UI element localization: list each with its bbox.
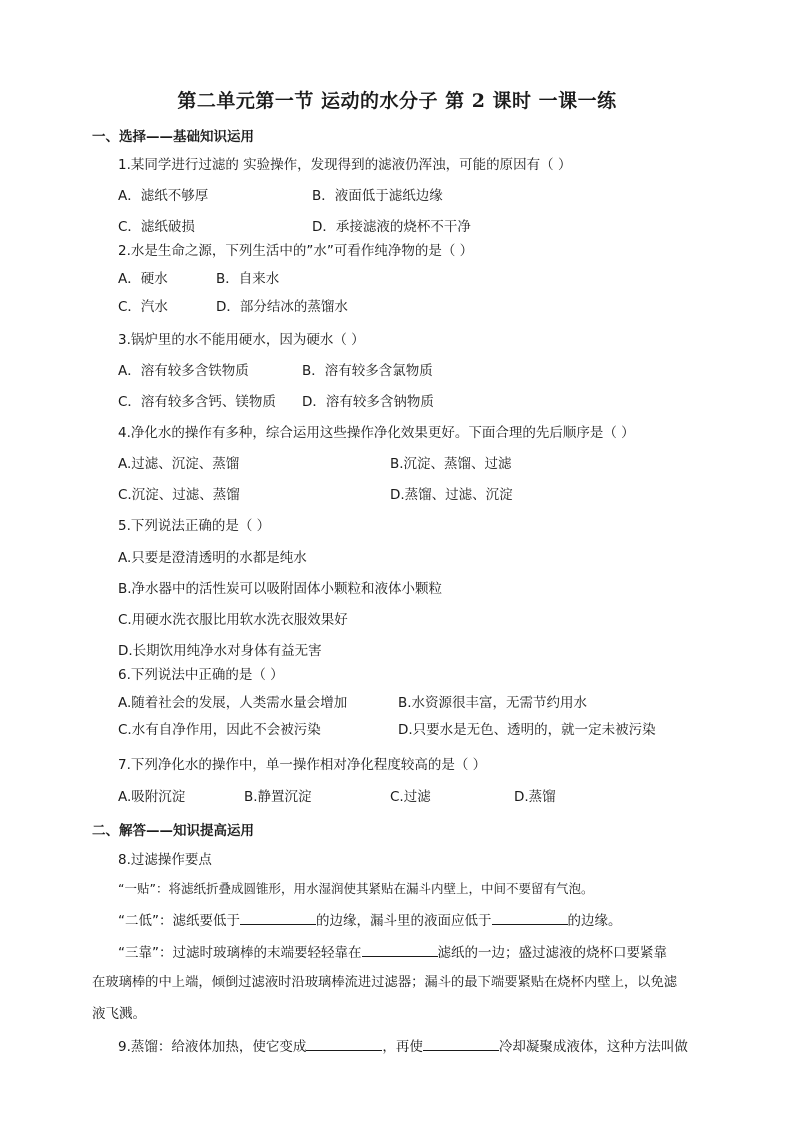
answer-blank-2[interactable] [492,911,568,925]
question-7-option-b: B.静置沉淀 [244,789,312,805]
question-1-option-c: C．滤纸破损 [118,219,195,235]
question-6-stem: 6.下列说法中正确的是（ ） [118,667,284,683]
question-8-point-1: “一贴”：将滤纸折叠成圆锥形，用水湿润使其紧贴在漏斗内壁上，中间不要留有气泡。 [118,881,594,896]
question-4-option-a: A.过滤、沉淀、蒸馏 [118,456,240,472]
question-8-point-3-end: 液飞溅。 [92,1006,146,1022]
question-5-option-b: B.净水器中的活性炭可以吸附固体小颗粒和液体小颗粒 [118,581,443,597]
question-2-option-c: C．汽水 [118,299,168,315]
q9-text-c: 冷却凝聚成液体，这种方法叫做 [498,1039,688,1055]
question-5-stem: 5.下列说法正确的是（ ） [118,518,271,534]
question-3-option-d: D．溶有较多含钠物质 [302,394,434,410]
question-9-stem [118,1037,688,1056]
question-2-option-b: B．自来水 [216,271,280,287]
question-1-option-d: D．承接滤液的烧杯不干净 [312,219,471,235]
question-1-stem: 1.某同学进行过滤的 实验操作，发现得到的滤液仍浑浊，可能的原因有（ ） [118,157,572,173]
question-6-option-d: D.只要水是无色、透明的，就一定未被污染 [398,722,656,738]
question-6-option-b: B.水资源很丰富，无需节约用水 [398,695,588,711]
point-2-text-a: “二低”：滤纸要低于 [118,913,240,929]
question-2-stem: 2.水是生命之源，下列生活中的”水”可看作纯净物的是（ ） [118,243,474,259]
point-2-text-b: 的边缘，漏斗里的液面应低于 [316,913,492,929]
answer-blank-1[interactable] [240,911,316,925]
question-5-option-a: A.只要是澄清透明的水都是纯水 [118,550,307,566]
question-3-option-b: B．溶有较多含氯物质 [302,363,433,379]
question-5-option-d: D.长期饮用纯净水对身体有益无害 [118,643,322,659]
question-8-stem: 8.过滤操作要点 [118,852,212,868]
question-3-option-a: A．溶有较多含铁物质 [118,363,249,379]
point-3-text-a: “三靠”：过滤时玻璃棒的末端要轻轻靠在 [118,945,362,961]
question-7-option-c: C.过滤 [390,789,431,805]
question-7-stem: 7.下列净化水的操作中，单一操作相对净化程度较高的是（ ） [118,757,487,773]
point-3-text-b: 滤纸的一边；盛过滤液的烧杯口要紧靠 [437,945,667,961]
question-4-option-d: D.蒸馏、过滤、沉淀 [390,487,513,503]
question-2-option-a: A．硬水 [118,271,168,287]
section-heading-choice: 一、选择——基础知识运用 [92,129,254,145]
answer-blank-3[interactable] [362,943,438,957]
question-6-option-c: C.水有自净作用，因此不会被污染 [118,722,321,738]
question-7-option-d: D.蒸馏 [514,789,556,805]
q9-text-a: 9.蒸馏：给液体加热，使它变成 [118,1039,307,1055]
question-2-option-d: D．部分结冰的蒸馏水 [216,299,348,315]
page-title: 第二单元第一节 运动的水分子 第 2 课时 一课一练 [177,90,617,112]
question-8-point-2 [118,911,622,930]
answer-blank-5[interactable] [423,1037,499,1051]
question-3-stem: 3.锅炉里的水不能用硬水，因为硬水（ ） [118,332,365,348]
question-8-point-3-cont: 在玻璃棒的中上端，倾倒过滤液时沿玻璃棒流进过滤器；漏斗的最下端要紧贴在烧杯内壁上，以免滤 [92,975,678,990]
question-4-option-c: C.沉淀、过滤、蒸馏 [118,487,240,503]
question-1-option-a: A．滤纸不够厚 [118,188,209,204]
question-4-option-b: B.沉淀、蒸馏、过滤 [390,456,512,472]
question-5-option-c: C.用硬水洗衣服比用软水洗衣服效果好 [118,612,348,628]
question-1-option-b: B．液面低于滤纸边缘 [312,188,443,204]
section-heading-answer: 二、解答——知识提高运用 [92,823,254,839]
question-3-option-c: C．溶有较多含钙、镁物质 [118,394,276,410]
answer-blank-4[interactable] [306,1037,382,1051]
q9-text-b: ，再使 [382,1039,423,1055]
point-2-text-c: 的边缘。 [567,913,622,929]
question-7-option-a: A.吸附沉淀 [118,789,186,805]
question-4-stem: 4.净化水的操作有多种，综合运用这些操作净化效果更好。下面合理的先后顺序是（ ） [118,425,635,441]
question-6-option-a: A.随着社会的发展，人类需水量会增加 [118,695,348,711]
question-8-point-3 [118,943,667,962]
